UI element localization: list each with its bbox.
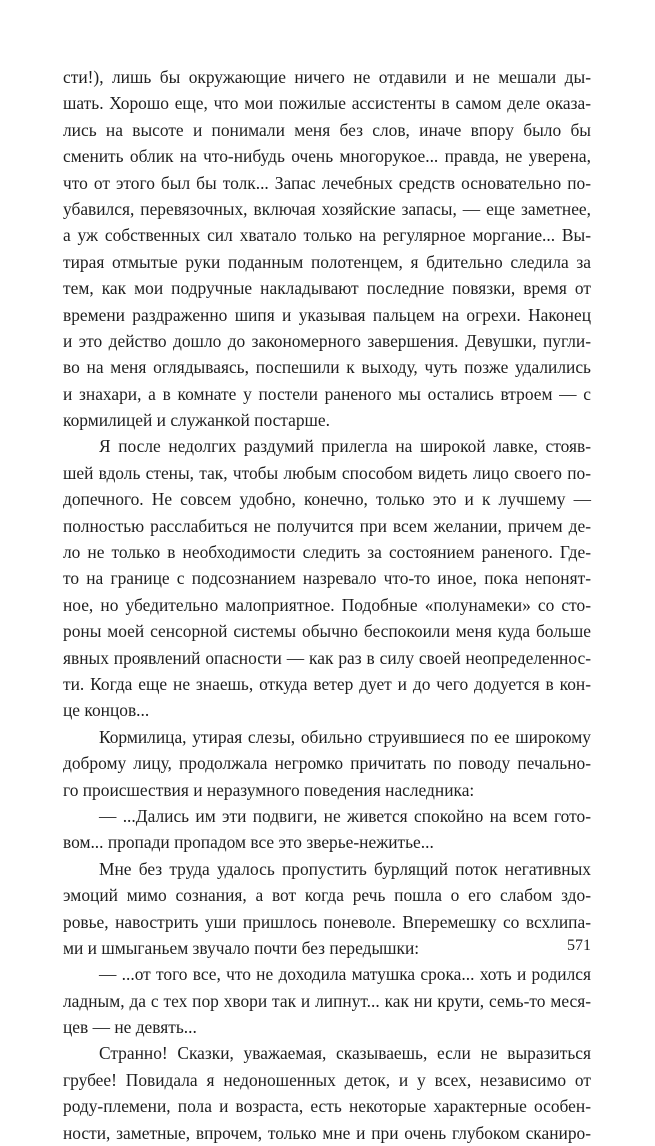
paragraph xyxy=(63,433,591,723)
text-line: — ...Дались им эти подвиги, не живется спокойно на всем гото- xyxy=(99,805,591,826)
text-line: эмоций мимо сознания, а вот когда речь пошла о его слабом здо- xyxy=(63,885,591,906)
text-line: роны моей сенсорной системы обычно беспокоили меня куда больше xyxy=(63,621,591,642)
text-line: сти!), лишь бы окружающие ничего не отдавили и не мешали ды- xyxy=(63,67,591,87)
text-line: го происшествия и неразумного поведения наследника: xyxy=(63,779,475,800)
text-line: вом... пропади пропадом все это зверье-нежитье... xyxy=(63,832,434,853)
text-line: лись на высоте и понимали меня без слов, иначе впору было бы xyxy=(63,119,591,140)
paragraph xyxy=(63,1040,591,1146)
text-line: явных проявлений опасности — как раз в силу своей неопределеннос- xyxy=(63,647,591,668)
text-line: во на меня оглядываясь, поспешили к выходу, чуть позже удалились xyxy=(63,357,591,378)
text-line: времени раздраженно шипя и указывая пальцем на огрехи. Наконец xyxy=(63,304,591,325)
text-line: шей вдоль стены, так, чтобы любым способом видеть лицо своего по- xyxy=(63,462,591,483)
text-line: ное, но убедительно малоприятное. Подобные «полунамеки» со сто- xyxy=(63,594,591,615)
text-line: — ...от того все, что не доходила матушка срока... хоть и родился xyxy=(99,964,591,985)
text-line: а уж собственных сил хватало только на регулярное моргание... Вы- xyxy=(63,225,591,246)
text-line: Странно! Сказки, уважаемая, сказываешь, если не выразиться xyxy=(99,1043,591,1064)
text-line: то на границе с подсознанием назревало что-то иное, пока непонят- xyxy=(63,568,591,589)
text-line: ти. Когда еще не знаешь, откуда ветер дует и до чего додуется в кон- xyxy=(63,673,591,694)
text-line: шать. Хорошо еще, что мои пожилые ассистенты в самом деле оказа- xyxy=(63,93,591,114)
page-number: 571 xyxy=(567,937,591,954)
text-line: ровье, навострить уши пришлось поневоле. Вперемешку со всхлипа- xyxy=(63,911,591,932)
text-line: ми и шмыганьем звучало почти без передышки: xyxy=(63,937,420,958)
text-line: кормилицей и служанкой постарше. xyxy=(63,410,330,431)
body-text xyxy=(63,64,591,1146)
text-line: грубее! Повидала я недоношенных деток, и у всех, независимо от xyxy=(63,1069,591,1090)
text-line: цев — не девять... xyxy=(63,1017,197,1038)
text-line: ло не только в необходимости следить за состоянием раненого. Где- xyxy=(63,542,591,563)
paragraph xyxy=(63,803,591,856)
text-line: доброму лицу, продолжала негромко причитать по поводу печально- xyxy=(63,753,591,774)
text-line: полностью расслабиться не получится при всем желании, причем де- xyxy=(63,515,591,536)
text-line: и знахари, а в комнате у постели раненого мы остались втроем — с xyxy=(63,383,591,404)
text-line: Мне без труда удалось пропустить бурлящий поток негативных xyxy=(99,858,591,879)
text-line: Я после недолгих раздумий прилегла на широкой лавке, стояв- xyxy=(99,436,591,457)
text-line: сменить облик на что-нибудь очень многорукое... правда, не уверена, xyxy=(63,146,591,167)
text-line: допечного. Не совсем удобно, конечно, только это и к лучшему — xyxy=(63,489,591,510)
text-line: роду-племени, пола и возраста, есть некоторые характерные особен- xyxy=(63,1096,591,1117)
text-line: Кормилица, утирая слезы, обильно струившиеся по ее широкому xyxy=(99,726,591,747)
text-line: убавился, перевязочных, включая хозяйские запасы, — еще заметнее, xyxy=(63,198,591,219)
paragraph xyxy=(63,724,591,803)
paragraph xyxy=(63,64,591,433)
text-line: что от этого был бы толк... Запас лечебных средств основательно по- xyxy=(63,172,591,193)
text-line: це концов... xyxy=(63,700,150,721)
paragraph xyxy=(63,961,591,1040)
text-line: тирая отмытые руки поданным полотенцем, я бдительно следила за xyxy=(63,251,591,272)
text-line: ладным, да с тех пор хвори так и липнут... как ни крути, семь-то меся- xyxy=(63,990,591,1011)
text-line: ности, заметные, впрочем, только мне и при очень глубоком сканиро- xyxy=(63,1122,591,1143)
text-line: и это действо дошло до закономерного завершения. Девушки, пугли- xyxy=(63,330,591,351)
text-line: тем, как мои подручные накладывают последние повязки, время от xyxy=(63,278,591,299)
